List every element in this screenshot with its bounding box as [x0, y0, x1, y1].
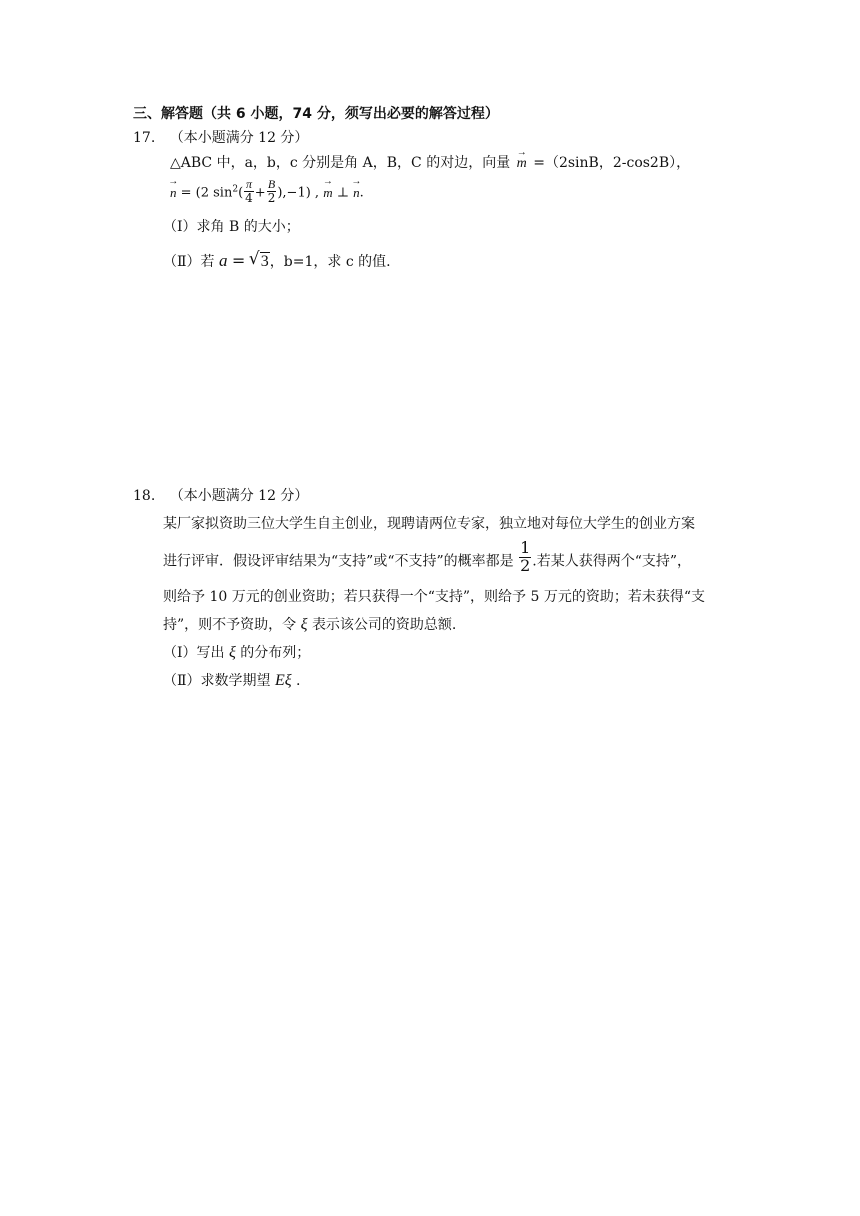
q17-line1-text: △ABC 中，a，b，c 分别是角 A，B，C 的对边，向量 — [170, 155, 511, 171]
q17-eq-text: = (2 sin — [180, 185, 233, 201]
q17-part1: （Ⅰ）求角 B 的大小； — [163, 219, 300, 235]
perpendicular-icon: ⊥ — [336, 185, 349, 201]
q18-line2-text2: .若某人获得两个“支持”， — [532, 553, 692, 570]
q18-line4-text2: 表示该公司的资助总额. — [311, 617, 457, 633]
q17-part2-suffix: ，b=1，求 c 的值. — [269, 254, 391, 270]
vector-n-2: → n — [353, 186, 360, 199]
equals-sign: = — [231, 251, 246, 270]
q17-part2 — [163, 252, 391, 270]
q18-part2 — [163, 673, 301, 689]
open-paren: ( — [238, 185, 244, 201]
line-end-period: . — [359, 185, 364, 201]
q18-line3: 则给予 10 万元的创业资助；若只获得一个“支持”，则给予 5 万元的资助；若未获得“支 — [163, 589, 705, 605]
q18-line4 — [163, 617, 456, 633]
fraction-b-over-2: $\frac{B}{2}$ — [267, 177, 276, 205]
close-paren-text: ),−1) , — [277, 185, 320, 201]
q18-line2-text: 进行评审．假设评审结果为“支持”或“不支持”的概率都是 — [163, 553, 514, 570]
fraction-pi-over-4: $\frac{\pi}{4}$ — [245, 177, 253, 205]
q18-line4-text: 持”，则不予资助，令 — [163, 617, 297, 633]
square-exponent: 2 — [232, 184, 239, 195]
vector-n: → n — [170, 186, 177, 199]
q18-part2-suffix: . — [296, 673, 301, 689]
q18-score: （本小题满分 12 分） — [169, 488, 309, 504]
variable-a: a — [218, 251, 228, 270]
q17-number: 17. — [133, 130, 156, 146]
section-heading: 三、解答题（共 6 小题，74 分，须写出必要的解答过程） — [133, 106, 499, 122]
q18-part1-prefix: （Ⅰ）写出 — [163, 645, 225, 661]
q18-line2 — [163, 538, 692, 579]
sqrt-icon: √ 3 — [250, 254, 270, 270]
variable-xi: ξ — [300, 616, 308, 633]
q18-part1 — [163, 645, 310, 661]
q17-header — [133, 131, 308, 145]
q18-number: 18. — [133, 488, 156, 504]
q18-header — [133, 489, 308, 503]
expectation-e-xi: Eξ — [274, 672, 292, 689]
vector-m: → m — [517, 157, 527, 171]
q17-line2 — [170, 177, 364, 206]
q17-line1-text2: =（2sinB，2-cos2B）， — [533, 155, 691, 171]
q17-line1 — [170, 156, 690, 171]
plus-sign: + — [254, 185, 266, 201]
vector-m-2: → m — [323, 186, 332, 199]
q18-part1-suffix: 的分布列； — [240, 645, 311, 661]
q17-score: （本小题满分 12 分） — [169, 130, 309, 146]
q18-line1: 某厂家拟资助三位大学生自主创业，现聘请两位专家，独立地对每位大学生的创业方案 — [163, 516, 695, 532]
fraction-one-half: $\frac{1}{2}$ — [520, 538, 531, 575]
variable-xi-2: ξ — [228, 644, 236, 661]
q17-part2-prefix: （Ⅱ）若 — [163, 254, 215, 270]
q18-part2-prefix: （Ⅱ）求数学期望 — [163, 673, 271, 689]
